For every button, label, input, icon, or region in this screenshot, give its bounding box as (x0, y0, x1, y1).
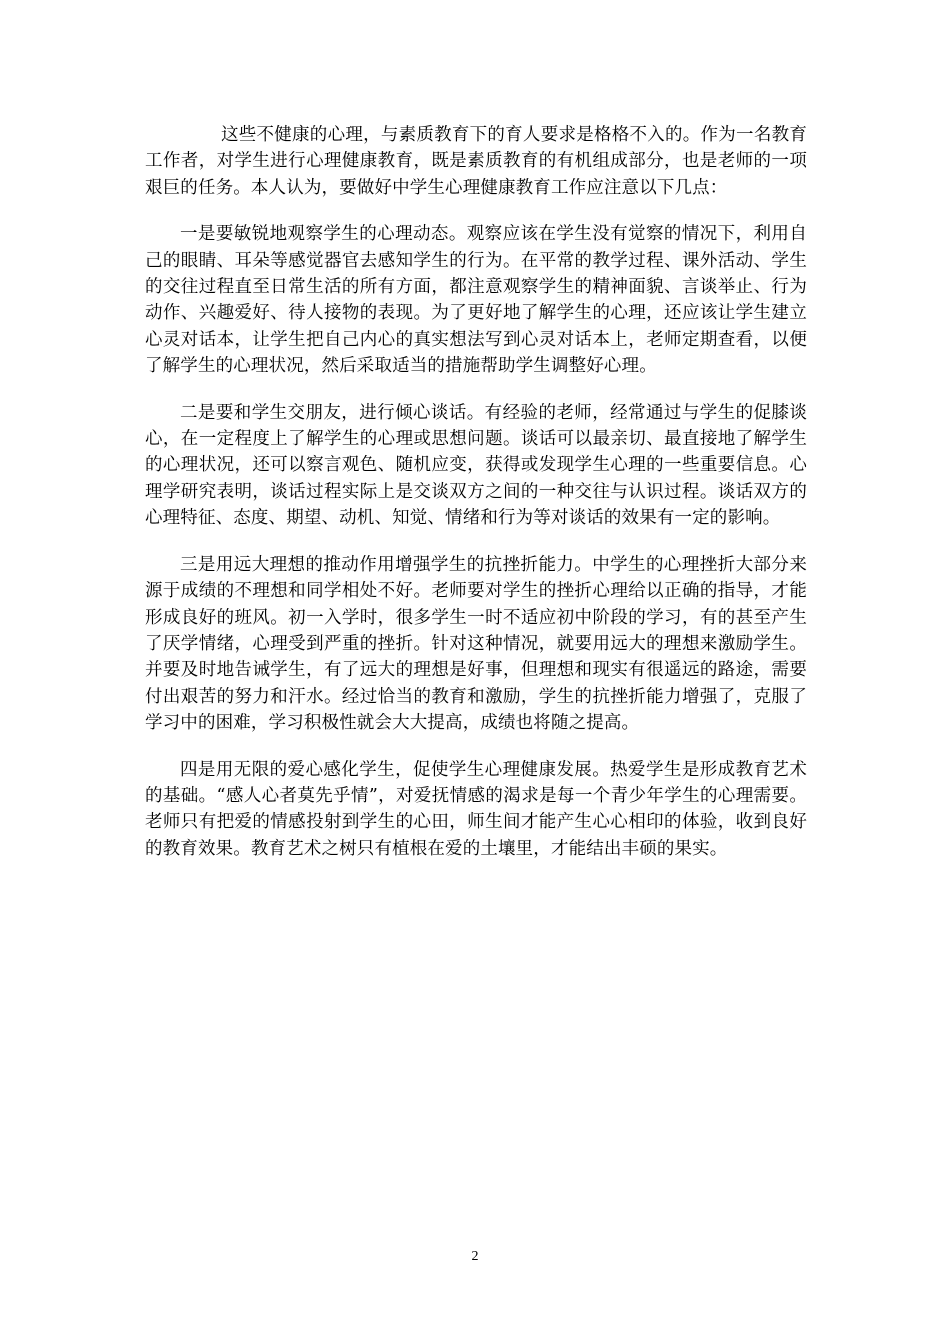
document-body (145, 122, 807, 882)
paragraph-point-two: 二是要和学生交朋友，进行倾心谈话。有经验的老师，经常通过与学生的促膝谈心，在一定程度上了解学生的心理或思想问题。谈话可以最亲切、最直接地了解学生的心理状况，还可以察言观色、随机应变，获得或发现学生心理的一些重要信息。心理学研究表明，谈话过程实际上是交谈双方之间的一种交往与认识过程。谈话双方的心理特征、态度、期望、动机、知觉、情绪和行为等对谈话的效果有一定的影响。 (145, 402, 807, 529)
page-number: 2 (471, 1249, 479, 1264)
paragraph-point-four: 四是用无限的爱心感化学生，促使学生心理健康发展。热爱学生是形成教育艺术的基础。“感人心者莫先乎情”，对爱抚情感的渴求是每一个青少年学生的心理需要。老师只有把爱的情感投射到学生的心田，师生间才能产生心心相印的体验，收到良好的教育效果。教育艺术之树只有植根在爱的土壤里，才能结出丰硕的果实。 (145, 759, 807, 859)
paragraph-point-three: 三是用远大理想的推动作用增强学生的抗挫折能力。中学生的心理挫折大部分来源于成绩的不理想和同学相处不好。老师要对学生的挫折心理给以正确的指导，才能形成良好的班风。初一入学时，很多学生一时不适应初中阶段的学习，有的甚至产生了厌学情绪，心理受到严重的挫折。针对这种情况，就要用远大的理想来激励学生。并要及时地告诫学生，有了远大的理想是好事，但理想和现实有很遥远的路途，需要付出艰苦的努力和汗水。经过恰当的教育和激励，学生的抗挫折能力增强了，克服了学习中的困难，学习积极性就会大大提高，成绩也将随之提高。 (145, 554, 807, 734)
paragraph-point-one: 一是要敏锐地观察学生的心理动态。观察应该在学生没有觉察的情况下，利用自己的眼睛、耳朵等感觉器官去感知学生的行为。在平常的教学过程、课外活动、学生的交往过程直至日常生活的所有方面，都注意观察学生的精神面貌、言谈举止、行为动作、兴趣爱好、待人接物的表现。为了更好地了解学生的心理，还应该让学生建立心灵对话本，让学生把自己内心的真实想法写到心灵对话本上，老师定期查看，以便了解学生的心理状况，然后采取适当的措施帮助学生调整好心理。 (145, 224, 807, 377)
paragraph-intro: 这些不健康的心理，与素质教育下的育人要求是格格不入的。作为一名教育工作者，对学生进行心理健康教育，既是素质教育的有机组成部分，也是老师的一项艰巨的任务。本人认为，要做好中学生心理健康教育工作应注意以下几点： (145, 125, 807, 198)
